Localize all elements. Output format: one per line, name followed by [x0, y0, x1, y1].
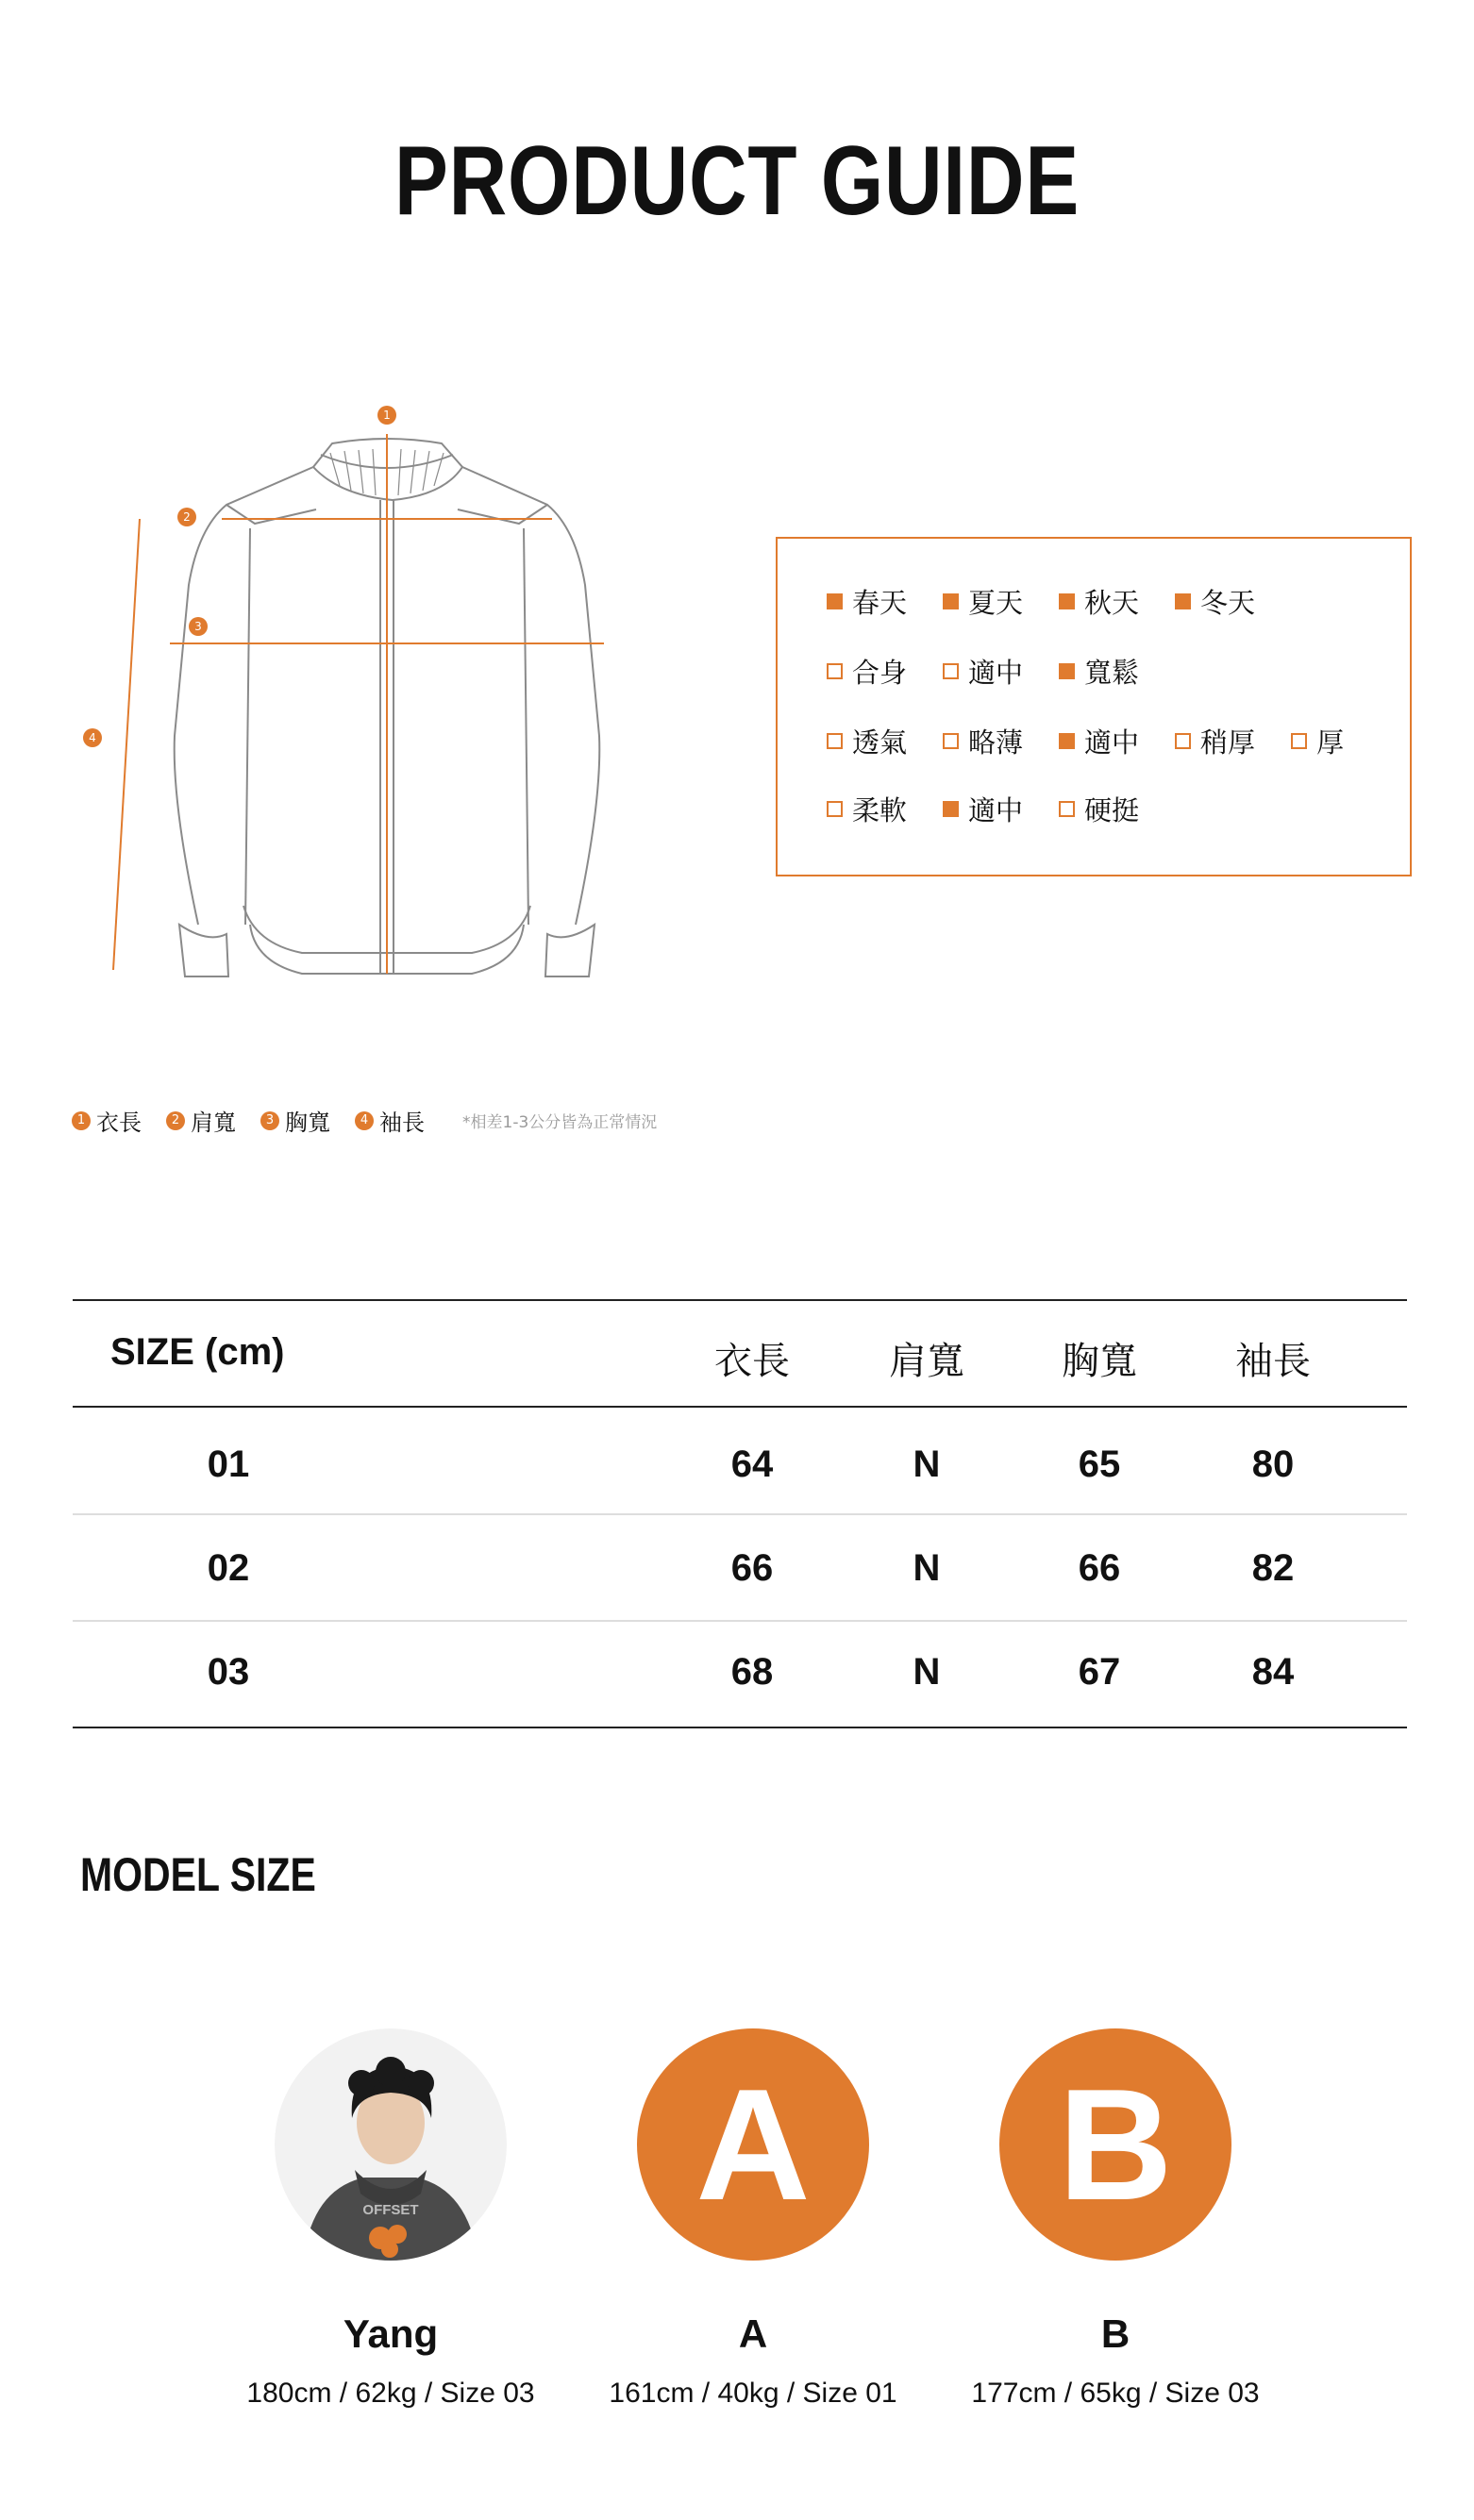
marker-3: 3 — [194, 620, 202, 633]
shirt-print-text: OFFSET — [362, 2202, 419, 2218]
table-cell: 65 — [1078, 1444, 1121, 1485]
model-name: A — [738, 2311, 768, 2356]
table-cell: 82 — [1251, 1547, 1295, 1589]
model-name: Yang — [343, 2311, 439, 2356]
marker-1: 1 — [383, 409, 391, 422]
legend-item: 4 袖長 — [355, 1104, 425, 1137]
table-row: 03 — [207, 1651, 250, 1693]
thickness-row — [827, 722, 1380, 760]
table-row: 02 — [207, 1547, 250, 1589]
table-cell: 67 — [1078, 1651, 1121, 1693]
table-cell: N — [913, 1444, 941, 1485]
table-cell: 84 — [1251, 1651, 1295, 1693]
model-badge-b: B — [999, 2028, 1231, 2261]
unchecked-box-icon — [827, 801, 843, 817]
unchecked-box-icon — [827, 663, 843, 679]
model-stats: 161cm / 40kg / Size 01 — [609, 2378, 897, 2409]
table-cell: 66 — [1078, 1547, 1121, 1589]
fit-row — [827, 652, 1175, 691]
checked-box-icon — [827, 593, 843, 609]
unchecked-box-icon — [1059, 801, 1075, 817]
table-header-chest: 胸寬 — [1062, 1340, 1137, 1383]
option-fitted: 合身 — [827, 652, 907, 691]
table-header-length: 衣長 — [714, 1340, 790, 1383]
table-cell: N — [913, 1651, 941, 1693]
option-thin: 略薄 — [943, 722, 1023, 760]
table-cell: N — [913, 1547, 941, 1589]
option-medium-texture: 適中 — [943, 790, 1023, 828]
texture-row — [827, 790, 1175, 828]
table-cell: 80 — [1251, 1444, 1295, 1485]
checked-box-icon — [1059, 663, 1075, 679]
unchecked-box-icon — [1175, 733, 1191, 749]
unchecked-box-icon — [827, 733, 843, 749]
model-card-b — [964, 2028, 1266, 2410]
tolerance-note: *相差1-3公分皆為正常情況 — [462, 1113, 658, 1132]
option-winter: 冬天 — [1175, 582, 1255, 621]
sleeve-line — [113, 519, 140, 970]
option-stiff: 硬挺 — [1059, 790, 1139, 828]
page-title: PRODUCT GUIDE — [394, 126, 1080, 236]
unchecked-box-icon — [943, 663, 959, 679]
table-cell: 66 — [730, 1547, 774, 1589]
model-size-title: MODEL SIZE — [80, 1848, 316, 1901]
option-loose: 寬鬆 — [1059, 652, 1139, 691]
legend-item: 3 胸寬 — [260, 1104, 330, 1137]
fabric-properties-box — [776, 537, 1412, 876]
unchecked-box-icon — [943, 733, 959, 749]
option-autumn: 秋天 — [1059, 582, 1139, 621]
checked-box-icon — [943, 593, 959, 609]
option-summer: 夏天 — [943, 582, 1023, 621]
option-regular: 適中 — [943, 652, 1023, 691]
table-header-sleeve: 袖長 — [1235, 1340, 1311, 1383]
jacket-diagram — [66, 396, 632, 1000]
option-spring: 春天 — [827, 582, 907, 621]
checked-box-icon — [1059, 593, 1075, 609]
model-stats: 177cm / 65kg / Size 03 — [971, 2378, 1260, 2409]
option-thick: 厚 — [1291, 722, 1344, 760]
table-cell: 64 — [730, 1444, 774, 1485]
model-card-a — [602, 2028, 904, 2410]
checked-box-icon — [1175, 593, 1191, 609]
model-card-yang — [240, 2028, 542, 2410]
legend-item: 2 肩寬 — [166, 1104, 236, 1137]
option-thicker: 稍厚 — [1175, 722, 1255, 760]
model-photo — [275, 2028, 507, 2261]
table-row: 01 — [207, 1444, 250, 1485]
model-badge-a: A — [637, 2028, 869, 2261]
measurement-legend — [72, 1104, 657, 1137]
marker-4: 4 — [89, 731, 96, 744]
table-header-shoulder: 肩寬 — [889, 1340, 964, 1383]
model-stats: 180cm / 62kg / Size 03 — [246, 2378, 535, 2409]
option-soft: 柔軟 — [827, 790, 907, 828]
option-medium: 適中 — [1059, 722, 1139, 760]
option-breathable: 透氣 — [827, 722, 907, 760]
unchecked-box-icon — [1291, 733, 1307, 749]
table-header-size: SIZE (cm) — [110, 1331, 285, 1373]
model-name: B — [1100, 2311, 1131, 2356]
checked-box-icon — [1059, 733, 1075, 749]
table-cell: 68 — [730, 1651, 774, 1693]
marker-2: 2 — [183, 510, 191, 524]
season-row — [827, 582, 1291, 621]
legend-item: 1 衣長 — [72, 1104, 142, 1137]
checked-box-icon — [943, 801, 959, 817]
